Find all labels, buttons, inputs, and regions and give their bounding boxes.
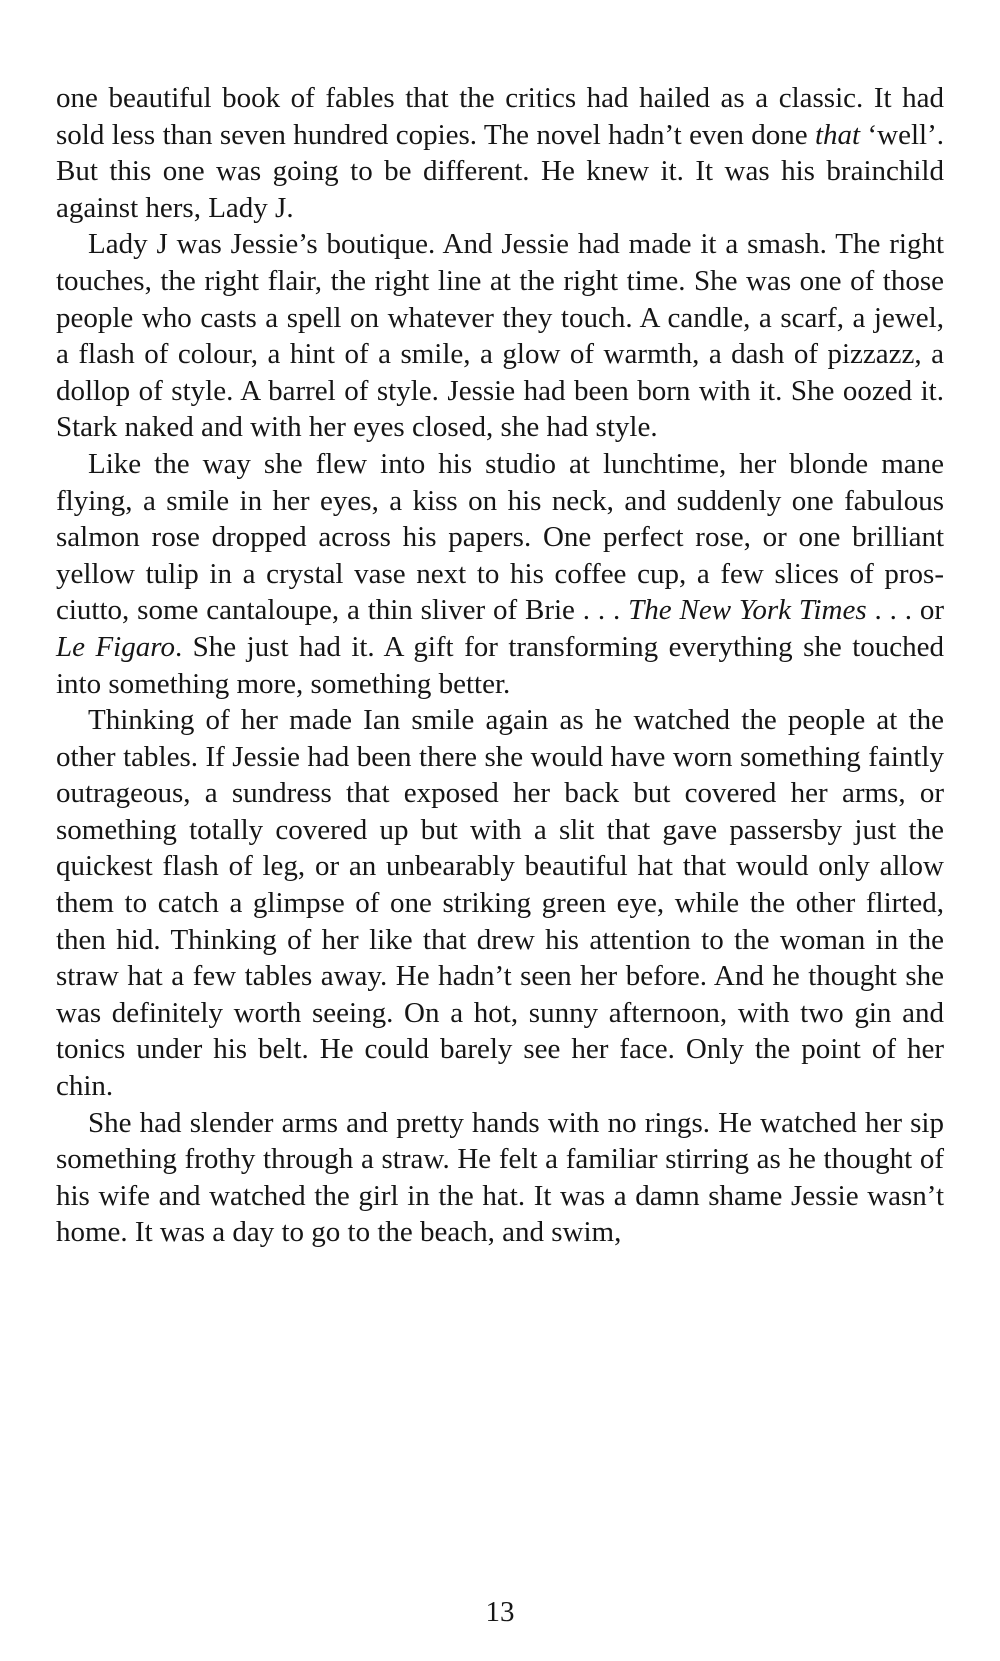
italic-text: Le Figaro — [56, 630, 175, 663]
paragraph-text: Thinking of her made Ian smile again as he watched the people at the other tables. If Jessie had been there she would have worn something faintly outrageous, a sundress that exposed her back but covered her arms, or something totally covered up but with a slit that gave passersby just the quickest flash of leg, or an unbearably beautiful hat that would only allow them to catch a glimpse of one striking green eye, while the other flirted, then hid. Thinking of her like that drew his attention to the woman in the straw hat a few tables away. He hadn’t seen her before. And he thought she was definitely worth seeing. On a hot, sunny afternoon, with two gin and tonics under his belt. He could barely see her face. Only the point of her chin. — [56, 704, 944, 1103]
paragraph-3 — [56, 446, 944, 702]
paragraph-text: She had slender arms and pretty hands with no rings. He watched her sip something frothy through a straw. He felt a familiar stirring as he thought of his wife and watched the girl in the hat. It was a damn shame Jessie wasn’t home. It was a day to go to the beach, and swim, — [56, 1106, 944, 1249]
paragraph-5 — [56, 1105, 944, 1251]
page-body — [56, 80, 944, 1251]
paragraph-text: . She just had it. A gift for transforming everything she touched into something more, something better. — [56, 630, 944, 700]
paragraph-text: Lady J was Jessie’s boutique. And Jessie had made it a smash. The right touches, the right flair, the right line at the right time. She was one of those people who casts a spell on whatever they touch. A candle, a scarf, a jewel, a flash of colour, a hint of a smile, a glow of warmth, a dash of pizzazz, a dollop of style. A barrel of style. Jessie had been born with it. She oozed it. Stark naked and with her eyes closed, she had style. — [56, 228, 944, 444]
paragraph-text: ‘well’. But this one was going to be different. He knew it. It was his brainchild against hers, Lady J. — [56, 118, 944, 224]
italic-text: The New York Times — [628, 594, 867, 627]
paragraph-2 — [56, 226, 944, 446]
paragraph-text: Like the way she flew into his studio at lunchtime, her blonde mane flying, a smile in her eyes, a kiss on his neck, and suddenly one fabulous salmon rose dropped across his papers. One perfect rose, or one brilliant yellow tulip in a crystal vase next to his coffee cup, a few slices of prosciutto, some cantaloupe, a thin sliver of Brie . . . — [56, 447, 944, 627]
paragraph-text: . . . or — [866, 594, 944, 627]
paragraph-text: one beautiful book of fables that the critics had hailed as a classic. It had sold less than seven hundred copies. The novel hadn’t even done — [56, 82, 944, 151]
italic-text: that — [815, 118, 861, 151]
page-number: 13 — [485, 1596, 515, 1628]
paragraph-1 — [56, 80, 944, 226]
paragraph-4 — [56, 702, 944, 1105]
